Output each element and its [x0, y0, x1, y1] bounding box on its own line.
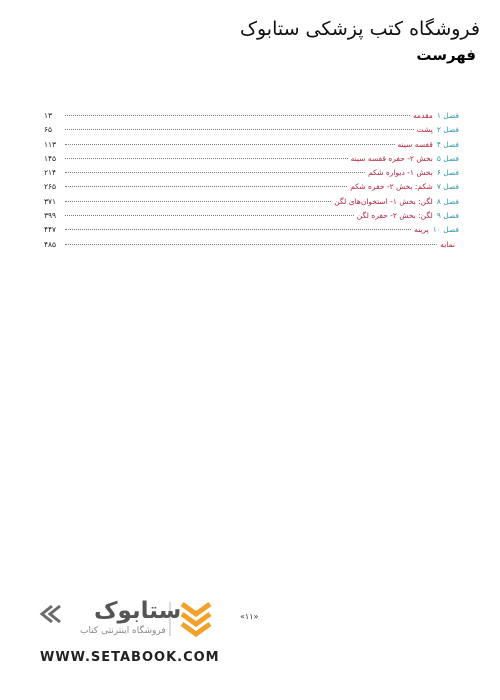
toc-chapter: فصل ۲: [436, 125, 459, 135]
toc-leader: [65, 244, 437, 245]
toc-page: ۴۴۷: [44, 225, 57, 235]
toc-chapter: فصل ۱۰: [432, 225, 459, 235]
toc-page: ۲۱۴: [44, 168, 57, 178]
toc-title: شکم: بخش ۲- حفره شکم: [350, 182, 433, 192]
toc-page: ۳۹۹: [44, 211, 57, 221]
toc-page: ۱۱۳: [44, 139, 57, 149]
toc-title: لگن: بخش ۲- حفره لگن: [356, 211, 433, 221]
toc-chapter: فصل ۱: [436, 111, 459, 120]
toc-title: بخش ۱- دیواره شکم: [368, 168, 433, 178]
toc-chapter: فصل ۸: [436, 196, 459, 206]
toc-leader: [65, 115, 410, 116]
toc-page: ۲۶۵: [44, 182, 57, 192]
toc-leader: [65, 158, 348, 159]
toc-leader: [65, 172, 365, 173]
toc-row[interactable]: [44, 223, 459, 237]
toc-page: ۱۳: [44, 111, 53, 120]
toc-title: قفسه سینه: [397, 139, 433, 149]
toc-row[interactable]: [44, 166, 459, 180]
toc-leader: [65, 186, 347, 187]
toc-title: پشت: [416, 125, 433, 135]
toc-page: ۶۵: [44, 125, 53, 135]
logo-brand-text: ستابوک: [94, 598, 182, 624]
toc-chapter: فصل ۶: [436, 168, 459, 178]
page-title: فروشگاه کتب پزشکی ستابوک: [239, 18, 480, 40]
toc-title: لگن: بخش ۱- استخوان‌های لگن: [334, 196, 433, 206]
toc-row[interactable]: [44, 138, 459, 152]
logo-tagline: فروشگاه اینترنتی کتاب: [80, 626, 166, 636]
toc-title: نمایه: [440, 239, 455, 249]
page-number: «۱۱»: [240, 612, 259, 621]
toc-row[interactable]: [44, 180, 459, 194]
toc-row[interactable]: [44, 109, 459, 123]
toc-page: ۳۷۱: [44, 196, 57, 206]
toc-page: ۴۸۵: [44, 239, 57, 249]
website-url[interactable]: WWW.SETABOOK.COM: [40, 650, 220, 665]
toc-chapter: فصل ۹: [436, 211, 459, 221]
toc-title: پرینه: [414, 225, 429, 235]
toc-row[interactable]: [44, 152, 459, 166]
section-heading: فهرست: [416, 46, 476, 64]
toc-leader: [65, 129, 414, 130]
toc-row[interactable]: [44, 209, 459, 223]
toc-leader: [65, 201, 331, 202]
toc-chapter: فصل ۷: [436, 182, 459, 192]
toc-chapter: فصل ۴: [436, 139, 459, 149]
toc-leader: [65, 215, 354, 216]
toc-row[interactable]: [44, 195, 459, 209]
toc-leader: [65, 229, 411, 230]
toc-row[interactable]: [44, 238, 459, 252]
toc-page: ۱۴۵: [44, 153, 57, 163]
setabook-logo[interactable]: [30, 596, 220, 646]
toc-title: مقدمه: [413, 111, 433, 120]
toc-title: بخش ۲- حفره قفسه سینه: [350, 153, 433, 163]
toc-row[interactable]: [44, 123, 459, 137]
toc-chapter: فصل ۵: [436, 153, 459, 163]
table-of-contents: [44, 109, 459, 252]
toc-leader: [65, 144, 395, 145]
